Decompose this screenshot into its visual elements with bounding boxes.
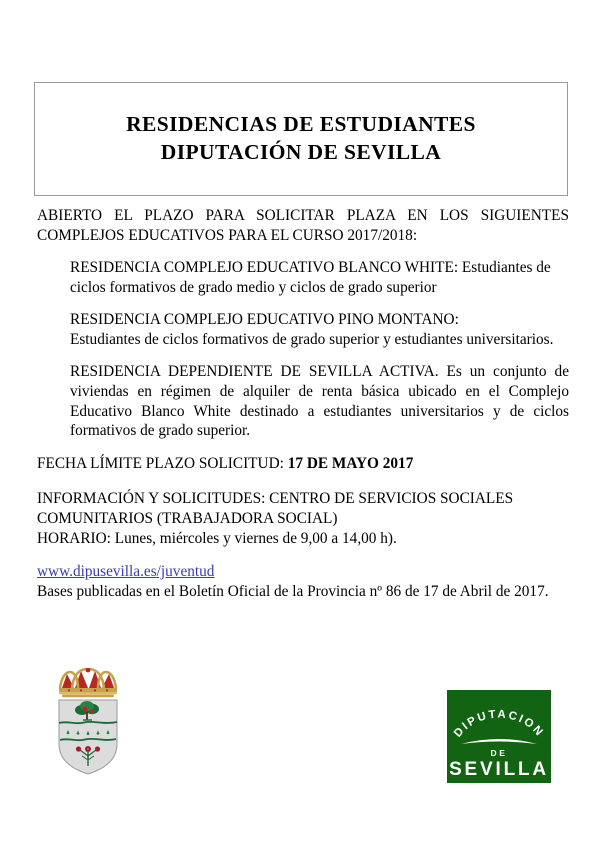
residence-heading: RESIDENCIA COMPLEJO EDUCATIVO BLANCO WHITE: xyxy=(70,259,459,277)
info-paragraph xyxy=(37,489,569,548)
residence-heading: RESIDENCIA COMPLEJO EDUCATIVO PINO MONTANO: xyxy=(70,311,459,329)
deadline-value: 17 DE MAYO 2017 xyxy=(287,454,414,472)
title-box xyxy=(34,82,568,196)
info-line-2: COMUNITARIOS (TRABAJADORA SOCIAL) xyxy=(37,509,338,527)
deadline-label: FECHA LÍMITE PLAZO SOLICITUD: xyxy=(37,454,288,472)
bases-text: Bases publicadas en el Boletín Oficial de la Provincia nº 86 de 17 de Abril de 2017. xyxy=(37,582,549,600)
coat-of-arms xyxy=(54,668,122,776)
website-link[interactable]: www.dipusevilla.es/juventud xyxy=(37,563,215,581)
document-body xyxy=(37,206,569,601)
page-title-line-1: RESIDENCIAS DE ESTUDIANTES xyxy=(126,112,476,137)
residence-description: Estudiantes de ciclos formativos de grado superior y estudiantes universitarios. xyxy=(70,330,554,348)
deadline-paragraph xyxy=(37,454,569,474)
residence-block-sevilla-activa xyxy=(70,362,569,440)
diputacion-arc-text: DIPUTACION xyxy=(451,708,547,740)
residence-block-pino-montano xyxy=(70,310,569,349)
residence-description: Estudiantes de ciclos formativos de grado medio y ciclos de grado superior xyxy=(70,259,551,296)
diputacion-logo xyxy=(447,690,551,783)
residence-heading: RESIDENCIA DEPENDIENTE DE SEVILLA ACTIVA. xyxy=(70,363,439,381)
logo-swoosh xyxy=(461,739,537,744)
coat-of-arms-icon xyxy=(54,668,122,776)
info-line-3: HORARIO: Lunes, miércoles y viernes de 9,00 a 14,00 h). xyxy=(37,529,397,547)
shield-icon xyxy=(59,700,117,774)
intro-paragraph: ABIERTO EL PLAZO PARA SOLICITAR PLAZA EN LOS SIGUIENTES COMPLEJOS EDUCATIVOS PARA EL CURSO 2017/2018: xyxy=(37,207,569,244)
diputacion-de-text: DE xyxy=(490,748,508,758)
info-line-1: INFORMACIÓN Y SOLICITUDES: CENTRO DE SERVICIOS SOCIALES xyxy=(37,490,514,508)
link-paragraph xyxy=(37,562,569,601)
residence-description: Es un conjunto de viviendas en régimen de alquiler de renta básica ubicado en el Complejo Educativo Blanco White destinado a estudiantes universitarios y de ciclos formativos de grado superior. xyxy=(70,363,569,440)
residence-block-blanco-white xyxy=(70,258,569,297)
crown-icon xyxy=(59,668,117,697)
diputacion-sevilla-text: SEVILLA xyxy=(449,759,549,780)
diputacion-logo-icon xyxy=(447,690,551,783)
page-title-line-2: DIPUTACIÓN DE SEVILLA xyxy=(160,140,442,164)
